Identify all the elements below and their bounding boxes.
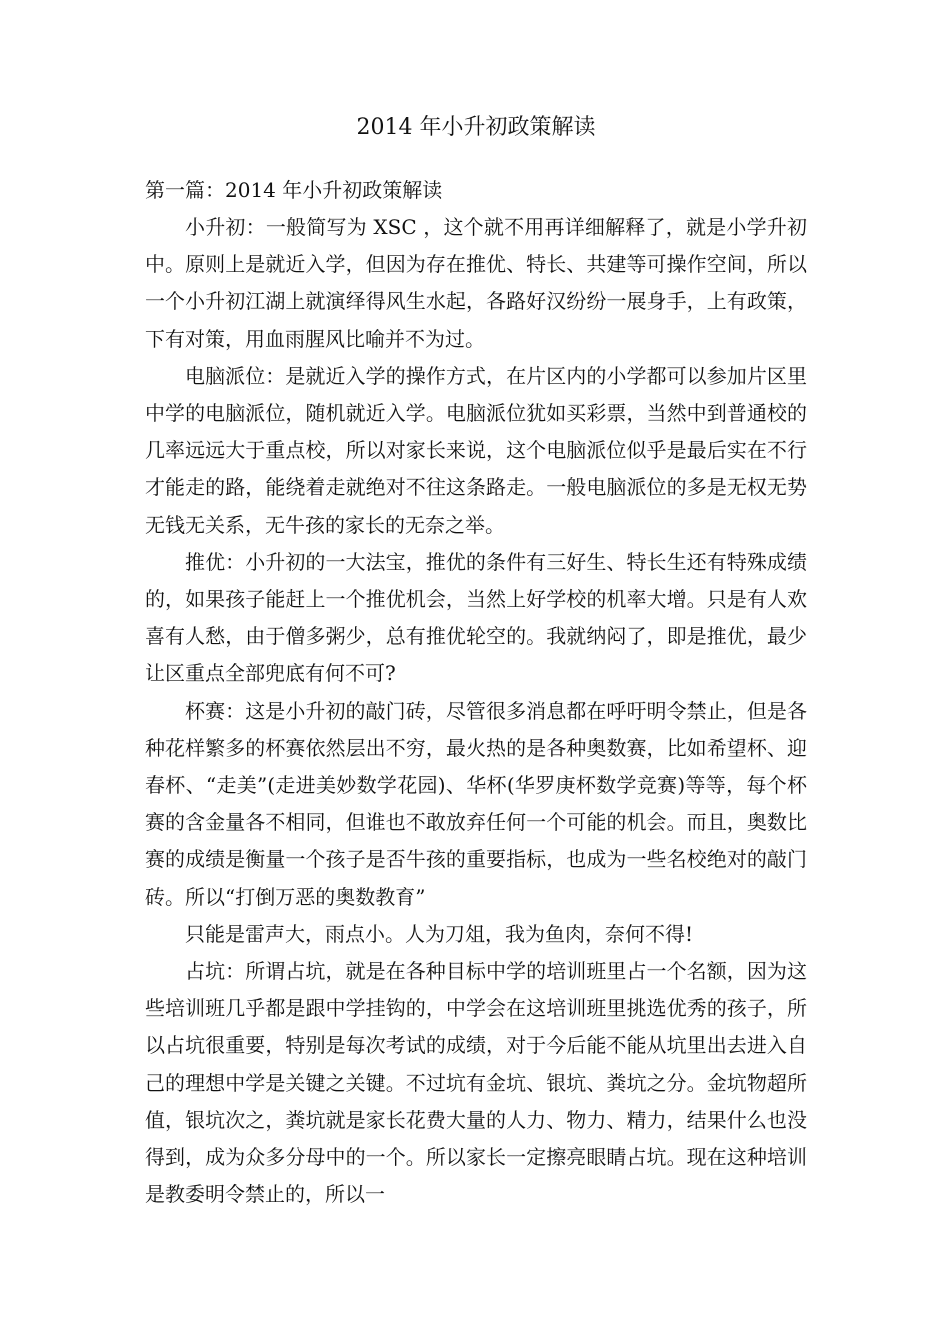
paragraph-cup-competitions: 杯赛：这是小升初的敲门砖，尽管很多消息都在呼吁明令禁止，但是各种花样繁多的杯赛依然层出不穷，最火热的是各种奥数赛，比如希望杯、迎春杯、“走美”(走进美妙数学花园)、华杯(华罗庚杯数学竞赛)等等，每个杯赛的含金量各不相同，但谁也不敢放弃任何一个可能的机会。而且，奥数比赛的成绩是衡量一个孩子是否牛孩的重要指标，也成为一些名校绝对的敲门砖。所以“打倒万恶的奥数教育” bbox=[145, 698, 807, 909]
paragraph-computer-allocation: 电脑派位：是就近入学的操作方式，在片区内的小学都可以参加片区里中学的电脑派位，随机就近入学。电脑派位犹如买彩票，当然中到普通校的几率远远大于重点校，所以对家长来说，这个电脑派位似乎是最后实在不行才能走的路，能绕着走就绝对不往这条路走。一般电脑派位的多是无权无势无钱无关系，无牛孩的家长的无奈之举。 bbox=[145, 363, 807, 537]
paragraph-continuation: 只能是雷声大，雨点小。人为刀俎，我为鱼肉，奈何不得! bbox=[185, 921, 694, 946]
paragraph-recommendation: 推优：小升初的一大法宝，推优的条件有三好生、特长生还有特殊成绩的，如果孩子能赶上一个推优机会，当然上好学校的机率大增。只是有人欢喜有人愁，由于僧多粥少，总有推优轮空的。我就纳闷了，即是推优，最少让区重点全部兜底有何不可? bbox=[145, 549, 807, 686]
document-body bbox=[145, 172, 807, 1213]
document-title: 2014 年小升初政策解读 bbox=[356, 115, 596, 140]
section-heading: 第一篇：2014 年小升初政策解读 bbox=[145, 178, 443, 202]
paragraph-seat-holding: 占坑：所谓占坑，就是在各种目标中学的培训班里占一个名额，因为这些培训班几乎都是跟中学挂钩的，中学会在这培训班里挑选优秀的孩子，所以占坑很重要，特别是每次考试的成绩，对于今后能不能从坑里出去进入自己的理想中学是关键之关键。不过坑有金坑、银坑、粪坑之分。金坑物超所值，银坑次之，粪坑就是家长花费大量的人力、物力、精力，结果什么也没得到，成为众多分母中的一个。所以家长一定擦亮眼睛占坑。现在这种培训是教委明令禁止的，所以一 bbox=[145, 959, 807, 1207]
paragraph-xsc: 小升初：一般简写为 XSC ，这个就不用再详细解释了，就是小学升初中。原则上是就近入学，但因为存在推优、特长、共建等可操作空间，所以一个小升初江湖上就演绎得风生水起，各路好汉纷纷一展身手，上有政策，下有对策，用血雨腥风比喻并不为过。 bbox=[145, 215, 807, 351]
